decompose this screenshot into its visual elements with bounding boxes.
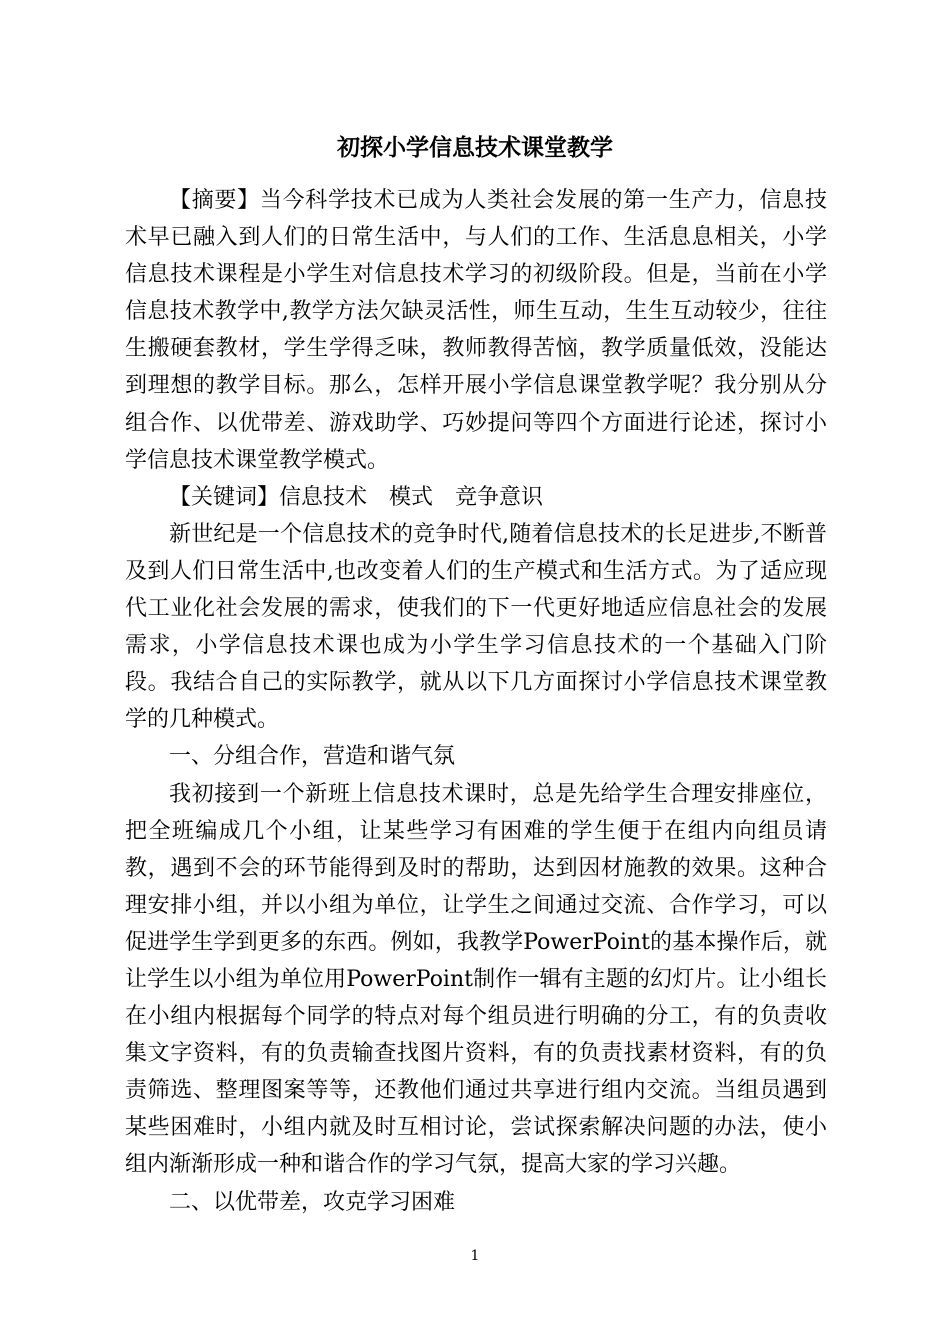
page-number: 1: [470, 1248, 480, 1264]
document-body: [125, 182, 827, 1221]
section-1-paragraph: 我初接到一个新班上信息技术课时，总是先给学生合理安排座位，把全班编成几个小组，让某些学习有困难的学生便于在组内向组员请教，遇到不会的环节能得到及时的帮助，达到因材施教的效果。这种合理安排小组，并以小组为单位，让学生之间通过交流、合作学习，可以促进学生学到更多的东西。例如，我教学PowerPoint的基本操作后，就让学生以小组为单位用PowerPoint制作一辑有主题的幻灯片。让小组长在小组内根据每个同学的特点对每个组员进行明确的分工，有的负责收集文字资料，有的负责输查找图片资料，有的负责找素材资料，有的负责筛选、整理图案等等，还教他们通过共享进行组内交流。当组员遇到某些困难时，小组内就及时互相讨论，尝试探索解决问题的办法，使小组内渐渐形成一种和谐合作的学习气氛，提高大家的学习兴趣。: [125, 781, 827, 1178]
keywords-paragraph: 【关键词】信息技术 模式 竞争意识: [169, 484, 544, 510]
abstract-paragraph: 【摘要】当今科学技术已成为人类社会发展的第一生产力，信息技术早已融入到人们的日常生活中，与人们的工作、生活息息相关，小学信息技术课程是小学生对信息技术学习的初级阶段。但是，当前在小学信息技术教学中,教学方法欠缺灵活性，师生互动，生生互动较少，往往生搬硬套教材，学生学得乏味，教师教得苦恼，教学质量低效，没能达到理想的教学目标。那么，怎样开展小学信息课堂教学呢？我分别从分组合作、以优带差、游戏助学、巧妙提问等四个方面进行论述，探讨小学信息技术课堂教学模式。: [125, 188, 827, 473]
intro-paragraph: 新世纪是一个信息技术的竞争时代,随着信息技术的长足进步,不断普及到人们日常生活中,也改变着人们的生产模式和生活方式。为了适应现代工业化社会发展的需求，使我们的下一代更好地适应信息社会的发展需求，小学信息技术课也成为小学生学习信息技术的一个基础入门阶段。我结合自己的实际教学，就从以下几方面探讨小学信息技术课堂教学的几种模式。: [125, 521, 827, 733]
document-title: 初探小学信息技术课堂教学: [337, 134, 613, 161]
section-1-heading: 一、分组合作，营造和谐气氛: [169, 744, 456, 770]
section-2-heading: 二、以优带差，攻克学习困难: [169, 1189, 456, 1215]
